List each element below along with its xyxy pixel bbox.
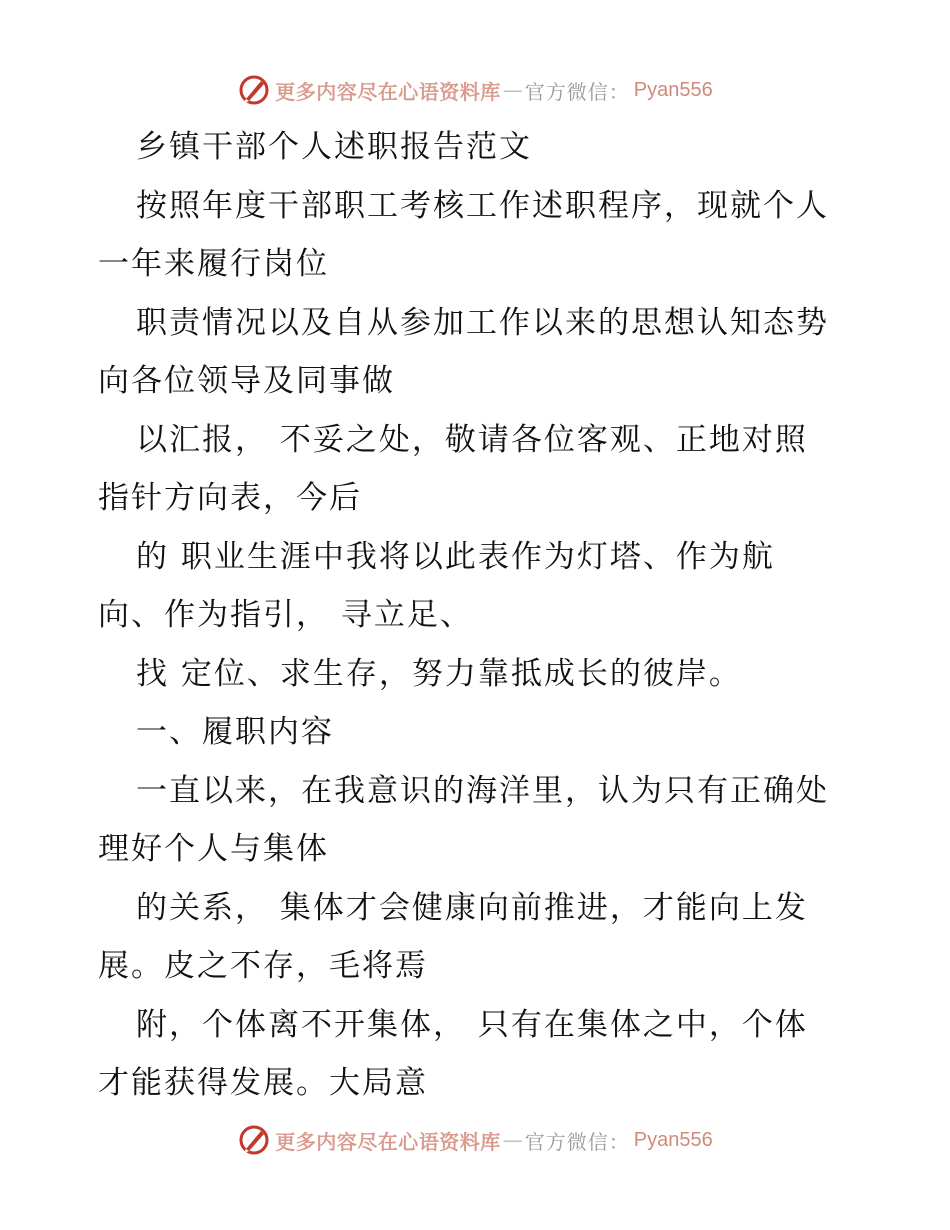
paragraph-line: 按照年度干部职工考核工作述职程序，现就个人 [136,187,829,224]
paragraph-line: 的 职业生涯中我将以此表作为灯塔、作为航 [136,538,775,575]
paragraph-line: 以汇报， 不妥之处，敬请各位客观、正地对照 [136,421,808,458]
paragraph-line: 一年来履行岗位 [98,246,329,282]
watermark-banner-top [0,70,950,110]
document-body [98,118,858,1113]
document-title: 乡镇干部个人述职报告范文 [136,129,532,165]
paragraph-line: 附，个体离不开集体， 只有在集体之中，个体 [136,1006,808,1043]
paragraph-line: 理好个人与集体 [98,831,329,867]
pen-logo-icon [237,1123,271,1157]
pen-logo-icon [237,73,271,107]
watermark-banner-bottom [0,1120,950,1160]
paragraph-line: 向各位领导及同事做 [98,363,395,399]
watermark-wechat-id: Pyan556 [633,1128,713,1151]
watermark-separator: — [502,78,523,102]
watermark-wechat-label: 官方微信： [524,1129,630,1154]
paragraph-line: 一直以来，在我意识的海洋里，认为只有正确处 [136,772,829,809]
paragraph-line: 指针方向表，今后 [98,480,362,516]
watermark-text: 更多内容尽在心语资料库 [275,79,501,104]
paragraph-line: 的关系， 集体才会健康向前推进，才能向上发 [136,889,808,926]
watermark-separator: — [502,1128,523,1152]
paragraph-line: 展。皮之不存，毛将焉 [98,948,428,984]
paragraph-line: 向、作为指引， 寻立足、 [98,597,473,633]
section-heading: 一、履职内容 [136,714,334,750]
watermark-text: 更多内容尽在心语资料库 [275,1129,501,1154]
paragraph-line: 职责情况以及自从参加工作以来的思想认知态势 [136,304,829,341]
paragraph-line: 找 定位、求生存，努力靠抵成长的彼岸。 [136,655,742,692]
watermark-wechat-id: Pyan556 [633,78,713,101]
watermark-wechat-label: 官方微信： [524,79,630,104]
paragraph-line: 才能获得发展。大局意 [98,1065,428,1101]
